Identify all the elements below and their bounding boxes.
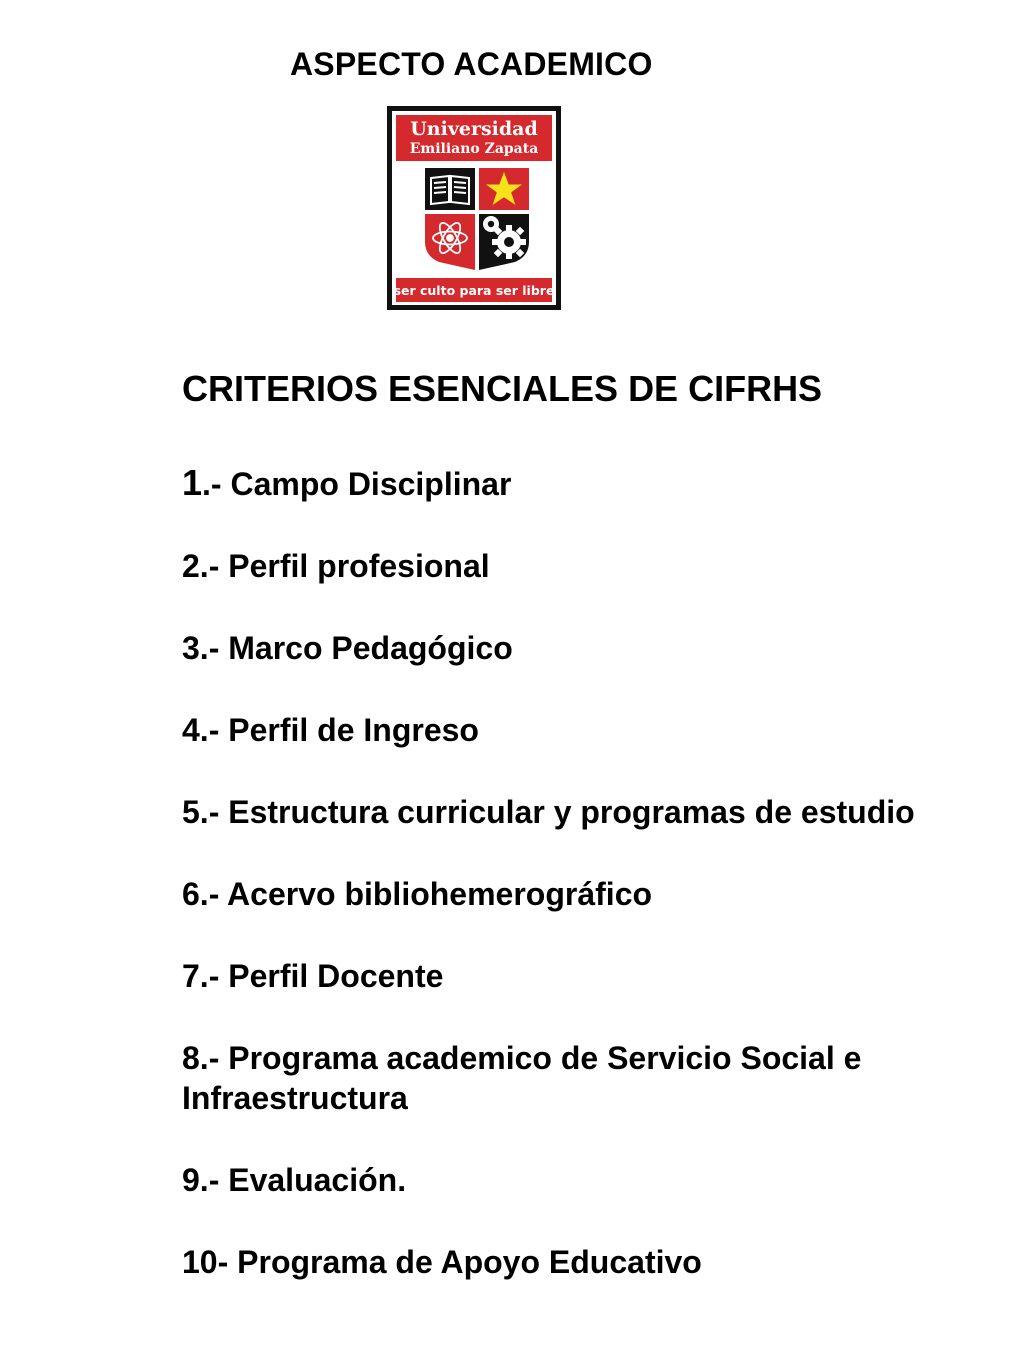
criteria-number: 3 bbox=[182, 630, 200, 666]
criteria-number: 2 bbox=[182, 548, 200, 584]
criteria-text: .- Evaluación. bbox=[199, 1162, 407, 1198]
criteria-text: .- Programa academico de Servicio Social e Infraestructura bbox=[182, 1040, 862, 1116]
university-logo bbox=[387, 106, 561, 310]
criteria-item bbox=[182, 792, 922, 832]
criteria-number: 7 bbox=[182, 958, 200, 994]
criteria-text: - Programa de Apoyo Educativo bbox=[217, 1244, 702, 1280]
criteria-list bbox=[182, 463, 922, 1324]
criteria-number: 10 bbox=[182, 1244, 218, 1280]
page-header-title: ASPECTO ACADEMICO bbox=[290, 46, 653, 82]
criteria-number: 1 bbox=[182, 462, 203, 503]
criteria-item bbox=[182, 710, 922, 750]
criteria-number: 8 bbox=[182, 1040, 200, 1076]
criteria-number: 6 bbox=[182, 876, 200, 912]
logo-line1: Universidad bbox=[410, 118, 538, 140]
criteria-text: .- Estructura curricular y programas de estudio bbox=[199, 794, 915, 830]
criteria-item bbox=[182, 463, 922, 504]
criteria-item bbox=[182, 546, 922, 586]
criteria-text: .- Perfil de Ingreso bbox=[199, 712, 479, 748]
criteria-number: 4 bbox=[182, 712, 200, 748]
criteria-item bbox=[182, 628, 922, 668]
criteria-text: .- Perfil Docente bbox=[199, 958, 444, 994]
criteria-item bbox=[182, 1160, 922, 1200]
criteria-item bbox=[182, 874, 922, 914]
criteria-text: .- Acervo bibliohemerográfico bbox=[199, 876, 653, 912]
criteria-text: .- Campo Disciplinar bbox=[202, 466, 512, 502]
criteria-text: .- Perfil profesional bbox=[199, 548, 490, 584]
section-title: CRITERIOS ESENCIALES DE CIFRHS bbox=[182, 368, 823, 409]
criteria-item bbox=[182, 1242, 922, 1282]
criteria-item bbox=[182, 1038, 922, 1118]
criteria-item bbox=[182, 956, 922, 996]
criteria-text: .- Marco Pedagógico bbox=[199, 630, 513, 666]
criteria-number: 5 bbox=[182, 794, 200, 830]
criteria-number: 9 bbox=[182, 1162, 200, 1198]
logo-motto: ser culto para ser libre bbox=[393, 283, 555, 298]
logo-line2: Emiliano Zapata bbox=[409, 141, 539, 157]
